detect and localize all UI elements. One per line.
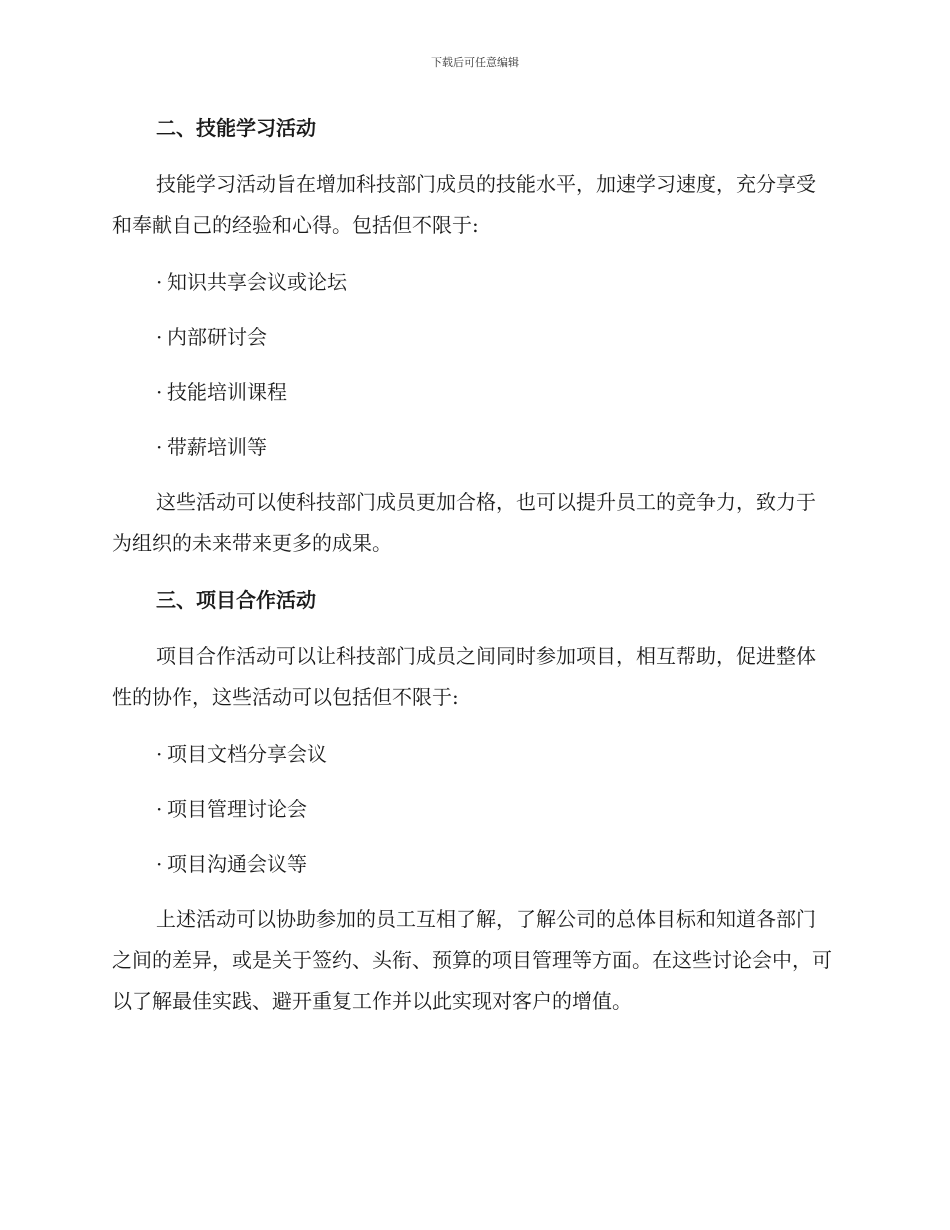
bullet-marker: · xyxy=(156,435,163,459)
document-body xyxy=(112,108,834,1038)
paragraph: 技能学习活动旨在增加科技部门成员的技能水平，加速学习速度，充分享受和奉献自己的经验和心得。包括但不限于: xyxy=(112,172,816,237)
paragraph: 上述活动可以协助参加的员工互相了解，了解公司的总体目标和知道各部门之间的差异，或是关于签约、头衔、预算的项目管理等方面。在这些讨论会中，可以了解最佳实践、避开重复工作并以此实现对客户的增值。 xyxy=(112,907,832,1013)
list-item xyxy=(112,734,834,774)
list-item xyxy=(112,317,834,357)
list-item-text: 内部研讨会 xyxy=(167,325,267,349)
list-item-text: 项目沟通会议等 xyxy=(167,852,307,876)
list-item-text: 项目文档分享会议 xyxy=(167,742,327,766)
section-heading: 三、项目合作活动 xyxy=(156,588,316,612)
bullet-marker: · xyxy=(156,380,163,404)
bullet-marker: · xyxy=(156,797,163,821)
bullet-marker: · xyxy=(156,270,163,294)
list-item xyxy=(112,427,834,467)
list-item-text: 知识共享会议或论坛 xyxy=(167,270,347,294)
bullet-marker: · xyxy=(156,742,163,766)
list-item xyxy=(112,262,834,302)
list-item xyxy=(112,789,834,829)
paragraph: 项目合作活动可以让科技部门成员之间同时参加项目，相互帮助，促进整体性的协作，这些活动可以包括但不限于: xyxy=(112,644,816,709)
page-header: 下载后可任意编辑 xyxy=(431,56,519,69)
bullet-marker: · xyxy=(156,852,163,876)
list-item xyxy=(112,844,834,884)
list-item-text: 带薪培训等 xyxy=(167,435,267,459)
bullet-marker: · xyxy=(156,325,163,349)
paragraph: 这些活动可以使科技部门成员更加合格，也可以提升员工的竞争力，致力于为组织的未来带来更多的成果。 xyxy=(112,490,816,555)
section-heading: 二、技能学习活动 xyxy=(156,116,316,140)
list-item-text: 项目管理讨论会 xyxy=(167,797,307,821)
list-item-text: 技能培训课程 xyxy=(167,380,287,404)
list-item xyxy=(112,372,834,412)
